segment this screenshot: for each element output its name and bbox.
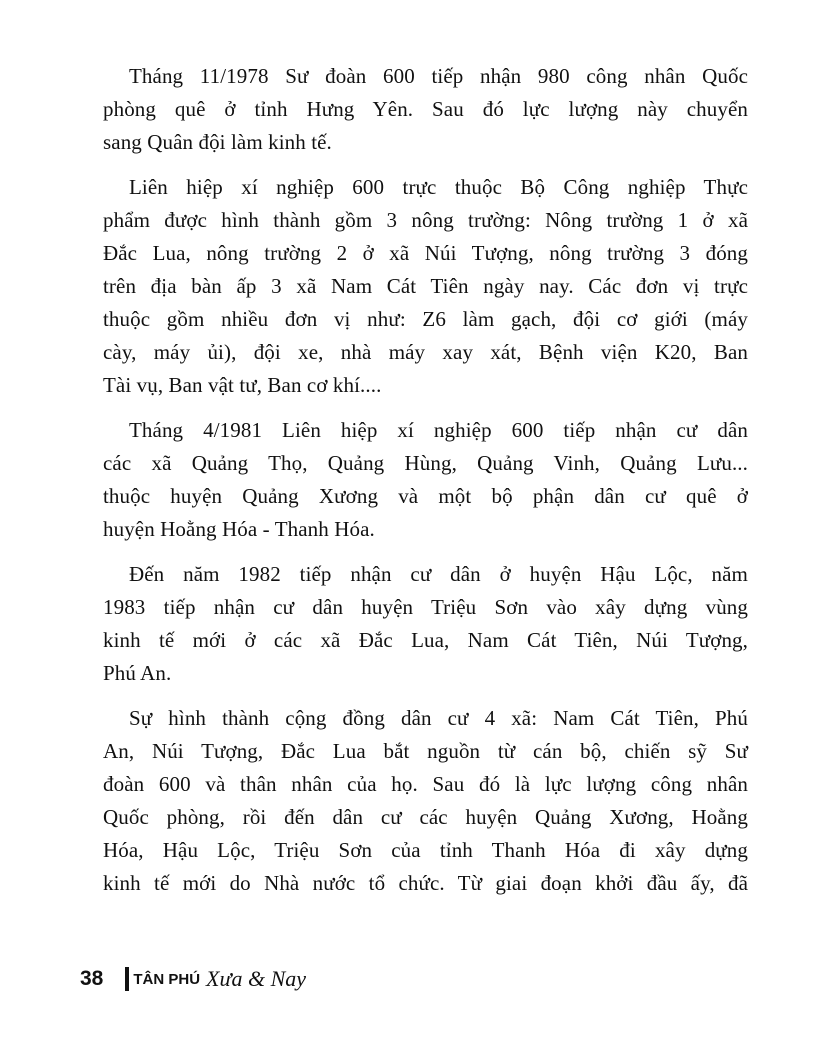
paragraph xyxy=(103,171,748,402)
text-line: các xã Quảng Thọ, Quảng Hùng, Quảng Vinh, Quảng Lưu... xyxy=(103,451,748,475)
text-line: thuộc gồm nhiều đơn vị như: Z6 làm gạch, đội cơ giới (máy xyxy=(103,307,748,331)
text-line: phẩm được hình thành gồm 3 nông trường: Nông trường 1 ở xã xyxy=(103,208,748,232)
text-line: Tháng 4/1981 Liên hiệp xí nghiệp 600 tiếp nhận cư dân xyxy=(129,418,748,442)
paragraph xyxy=(103,60,748,159)
paragraph xyxy=(103,414,748,546)
text-line: trên địa bàn ấp 3 xã Nam Cát Tiên ngày nay. Các đơn vị trực xyxy=(103,274,748,298)
text-line: Tháng 11/1978 Sư đoàn 600 tiếp nhận 980 công nhân Quốc xyxy=(129,64,748,88)
paragraph xyxy=(103,702,748,900)
page-footer xyxy=(80,966,306,992)
text-line: Đắc Lua, nông trường 2 ở xã Núi Tượng, nông trường 3 đóng xyxy=(103,241,748,265)
paragraph xyxy=(103,558,748,690)
page-body xyxy=(103,60,748,912)
text-line: kinh tế mới do Nhà nước tổ chức. Từ giai đoạn khởi đầu ấy, đã xyxy=(103,871,748,895)
text-line: huyện Hoằng Hóa - Thanh Hóa. xyxy=(103,517,375,541)
text-line: đoàn 600 và thân nhân của họ. Sau đó là lực lượng công nhân xyxy=(103,772,748,796)
text-line: thuộc huyện Quảng Xương và một bộ phận dân cư quê ở xyxy=(103,484,748,508)
text-line: Đến năm 1982 tiếp nhận cư dân ở huyện Hậu Lộc, năm xyxy=(129,562,748,586)
text-line: Quốc phòng, rồi đến dân cư các huyện Quảng Xương, Hoằng xyxy=(103,805,748,829)
text-line: cày, máy ủi), đội xe, nhà máy xay xát, Bệnh viện K20, Ban xyxy=(103,340,748,364)
book-title: TÂN PHÚ xyxy=(133,970,201,988)
text-line: Liên hiệp xí nghiệp 600 trực thuộc Bộ Công nghiệp Thực xyxy=(129,175,748,199)
text-line: Phú An. xyxy=(103,661,172,685)
text-line: Tài vụ, Ban vật tư, Ban cơ khí.... xyxy=(103,373,382,397)
text-line: An, Núi Tượng, Đắc Lua bắt nguồn từ cán bộ, chiến sỹ Sư xyxy=(103,739,748,763)
book-subtitle: Xưa & Nay xyxy=(206,966,307,991)
text-line: kinh tế mới ở các xã Đắc Lua, Nam Cát Tiên, Núi Tượng, xyxy=(103,628,748,652)
text-line: Sự hình thành cộng đồng dân cư 4 xã: Nam Cát Tiên, Phú xyxy=(129,706,748,730)
footer-divider xyxy=(125,967,129,991)
page-number: 38 xyxy=(80,967,104,990)
text-line: sang Quân đội làm kinh tế. xyxy=(103,130,332,154)
text-line: 1983 tiếp nhận cư dân huyện Triệu Sơn vào xây dựng vùng xyxy=(103,595,748,619)
text-line: Hóa, Hậu Lộc, Triệu Sơn của tỉnh Thanh Hóa đi xây dựng xyxy=(103,838,748,862)
text-line: phòng quê ở tỉnh Hưng Yên. Sau đó lực lượng này chuyển xyxy=(103,97,748,121)
